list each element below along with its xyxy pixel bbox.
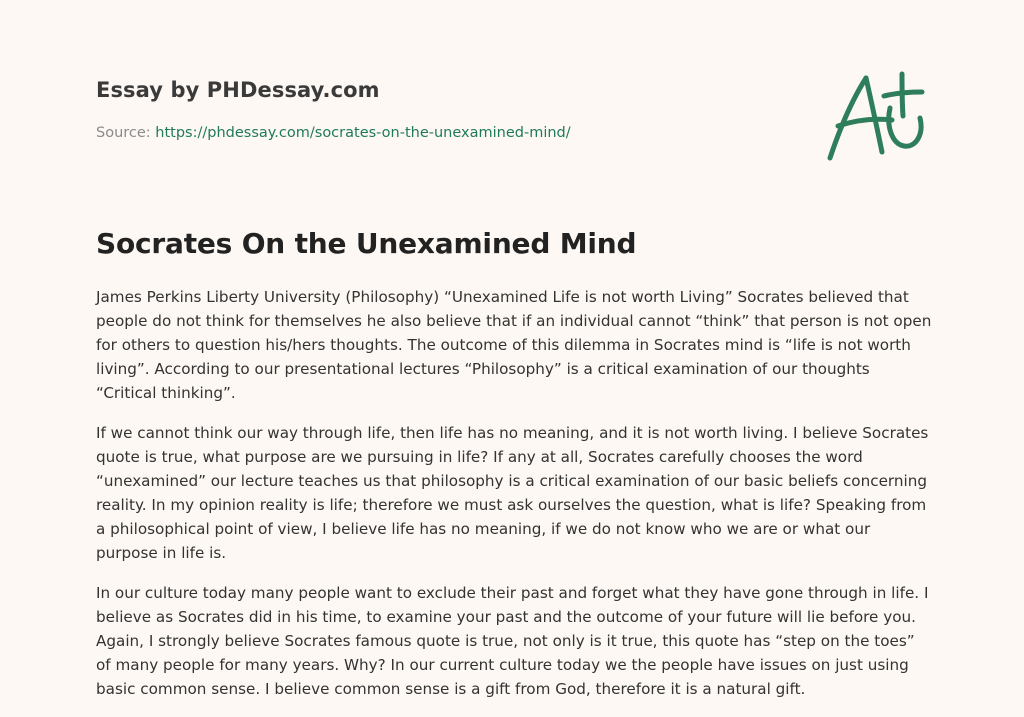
source-label: Source: (96, 125, 151, 141)
site-title: Essay by PHDessay.com (96, 78, 380, 102)
essay-body (96, 285, 934, 717)
essay-title: Socrates On the Unexamined Mind (96, 227, 637, 260)
essay-paragraph: In our culture today many people want to exclude their past and forget what they have gone through in life. I believe as Socrates did in his time, to examine your past and the outcome of your future will lie before you. Again, I strongly believe Socrates famous quote is true, not only is it true, this quote has “step on the toes” of many people for many years. Why? In our current culture today we the people have issues on just using basic common sense. I believe common sense is a gift from God, therefore it is a natural gift. (96, 584, 929, 698)
essay-paragraph: James Perkins Liberty University (Philosophy) “Unexamined Life is not worth Living” Socrates believed that people do not think for themselves he also believe that if an individual cannot “think” that person is not open for others to question his/hers thoughts. The outcome of this dilemma in Socrates mind is “life is not worth living”. According to our presentational lectures “Philosophy” is a critical examination of our thoughts “Critical thinking”. (96, 288, 932, 402)
a-plus-grade-icon (822, 66, 930, 166)
source-line (96, 125, 571, 141)
source-link[interactable]: https://phdessay.com/socrates-on-the-unexamined-mind/ (155, 125, 571, 141)
essay-paragraph: If we cannot think our way through life, then life has no meaning, and it is not worth living. I believe Socrates quote is true, what purpose are we pursuing in life? If any at all, Socrates carefully chooses the word “unexamined” our lecture teaches us that philosophy is a critical examination of our basic beliefs concerning reality. In my opinion reality is life; therefore we must ask ourselves the question, what is life? Speaking from a philosophical point of view, I believe life has no meaning, if we do not know who we are or what our purpose in life is. (96, 424, 929, 562)
